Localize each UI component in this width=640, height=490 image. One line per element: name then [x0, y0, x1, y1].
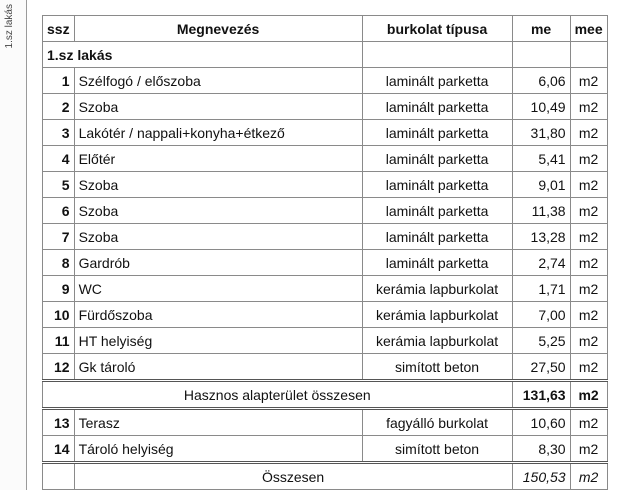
header-row	[43, 16, 608, 42]
floor-type: laminált parketta	[362, 68, 512, 94]
area-value: 7,00	[512, 302, 570, 328]
room-name: WC	[74, 276, 362, 302]
room-name: Gk tároló	[74, 354, 362, 381]
sheet-side-label	[0, 0, 27, 490]
row-index: 7	[43, 224, 75, 250]
row-index: 1	[43, 68, 75, 94]
area-value: 5,41	[512, 146, 570, 172]
table-row	[43, 224, 608, 250]
area-value: 27,50	[512, 354, 570, 381]
area-unit: m2	[570, 250, 607, 276]
area-unit: m2	[570, 146, 607, 172]
area-value: 5,25	[512, 328, 570, 354]
table-row	[43, 94, 608, 120]
row-index: 10	[43, 302, 75, 328]
table-row	[43, 68, 608, 94]
table-row	[43, 354, 608, 381]
row-index: 5	[43, 172, 75, 198]
area-unit: m2	[570, 328, 607, 354]
total-row	[43, 463, 608, 490]
table-row	[43, 328, 608, 354]
area-unit: m2	[570, 276, 607, 302]
empty-cell	[570, 42, 607, 68]
subtotal-unit: m2	[570, 381, 607, 409]
header-type: burkolat típusa	[362, 16, 512, 42]
room-name: Szélfogó / előszoba	[74, 68, 362, 94]
total-value: 150,53	[512, 463, 570, 490]
row-index: 9	[43, 276, 75, 302]
table-row	[43, 302, 608, 328]
room-name: HT helyiség	[74, 328, 362, 354]
total-label: Összesen	[74, 463, 512, 490]
area-unit: m2	[570, 409, 607, 436]
area-unit: m2	[570, 224, 607, 250]
floor-type: kerámia lapburkolat	[362, 302, 512, 328]
floor-type: simított beton	[362, 354, 512, 381]
empty-cell	[362, 42, 512, 68]
section-row	[43, 42, 608, 68]
floor-type: laminált parketta	[362, 224, 512, 250]
area-value: 9,01	[512, 172, 570, 198]
area-value: 31,80	[512, 120, 570, 146]
row-index: 13	[43, 409, 75, 436]
area-unit: m2	[570, 120, 607, 146]
total-unit: m2	[570, 463, 607, 490]
area-value: 10,49	[512, 94, 570, 120]
row-index: 2	[43, 94, 75, 120]
floor-type: laminált parketta	[362, 250, 512, 276]
row-index: 4	[43, 146, 75, 172]
row-index: 3	[43, 120, 75, 146]
table-row	[43, 409, 608, 436]
table-row	[43, 146, 608, 172]
area-unit: m2	[570, 172, 607, 198]
table-row	[43, 250, 608, 276]
row-index: 6	[43, 198, 75, 224]
area-value: 1,71	[512, 276, 570, 302]
area-unit: m2	[570, 354, 607, 381]
empty-cell	[512, 42, 570, 68]
area-unit: m2	[570, 302, 607, 328]
area-unit: m2	[570, 198, 607, 224]
floor-type: laminált parketta	[362, 172, 512, 198]
area-value: 13,28	[512, 224, 570, 250]
room-name: Gardrób	[74, 250, 362, 276]
table-row	[43, 436, 608, 463]
room-name: Szoba	[74, 172, 362, 198]
room-name: Terasz	[74, 409, 362, 436]
floor-type: kerámia lapburkolat	[362, 328, 512, 354]
floor-type: laminált parketta	[362, 198, 512, 224]
row-index: 14	[43, 436, 75, 463]
subtotal-value: 131,63	[512, 381, 570, 409]
area-value: 2,74	[512, 250, 570, 276]
area-unit: m2	[570, 68, 607, 94]
area-unit: m2	[570, 94, 607, 120]
row-index: 8	[43, 250, 75, 276]
floor-type: kerámia lapburkolat	[362, 276, 512, 302]
side-label-text: 1.sz lakás	[4, 4, 15, 49]
header-ssz: ssz	[43, 16, 75, 42]
header-name: Megnevezés	[74, 16, 362, 42]
room-name: Fürdőszoba	[74, 302, 362, 328]
table-row	[43, 276, 608, 302]
table-row	[43, 198, 608, 224]
empty-cell	[43, 463, 75, 490]
area-value: 10,60	[512, 409, 570, 436]
floor-type: laminált parketta	[362, 146, 512, 172]
section-title: 1.sz lakás	[43, 42, 363, 68]
area-value: 8,30	[512, 436, 570, 463]
table-row	[43, 172, 608, 198]
table-row	[43, 120, 608, 146]
header-mee: mee	[570, 16, 607, 42]
room-name: Szoba	[74, 198, 362, 224]
subtotal-row	[43, 381, 608, 409]
area-table	[42, 15, 608, 490]
room-name: Tároló helyiség	[74, 436, 362, 463]
room-name: Szoba	[74, 94, 362, 120]
row-index: 11	[43, 328, 75, 354]
room-name: Lakótér / nappali+konyha+étkező	[74, 120, 362, 146]
header-me: me	[512, 16, 570, 42]
floor-type: laminált parketta	[362, 94, 512, 120]
area-value: 11,38	[512, 198, 570, 224]
area-value: 6,06	[512, 68, 570, 94]
subtotal-label: Hasznos alapterület összesen	[43, 381, 513, 409]
area-unit: m2	[570, 436, 607, 463]
floor-type: fagyálló burkolat	[362, 409, 512, 436]
room-name: Előtér	[74, 146, 362, 172]
room-name: Szoba	[74, 224, 362, 250]
floor-type: simított beton	[362, 436, 512, 463]
floor-type: laminált parketta	[362, 120, 512, 146]
row-index: 12	[43, 354, 75, 381]
